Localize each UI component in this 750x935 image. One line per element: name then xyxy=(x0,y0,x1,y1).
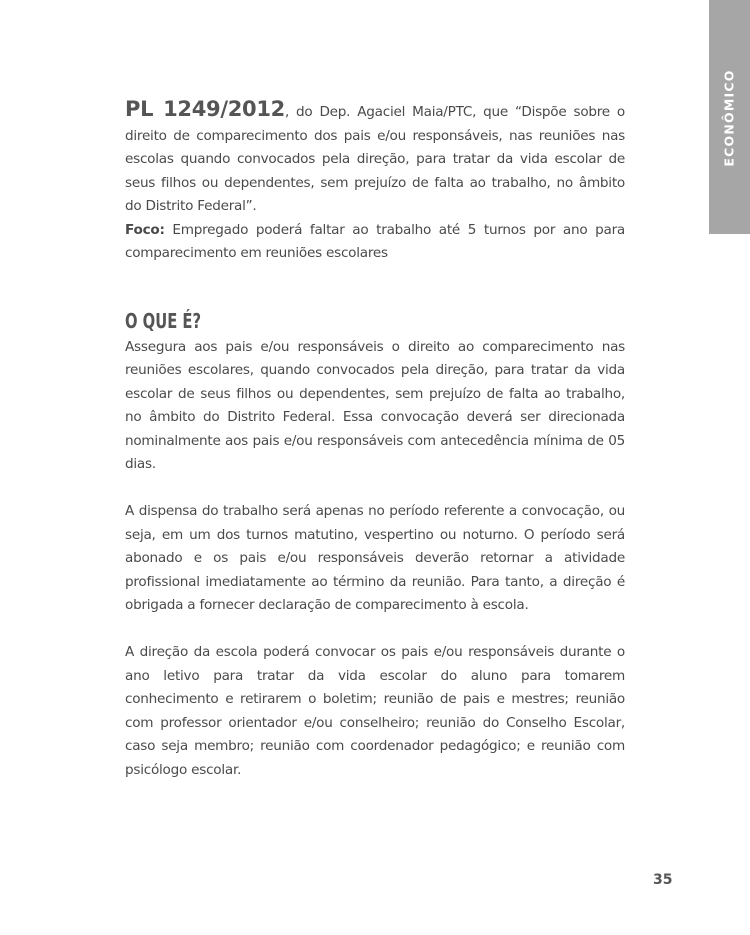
section-title: O QUE É? xyxy=(125,308,202,333)
page-content xyxy=(125,98,625,806)
page-number: 35 xyxy=(653,872,673,888)
body-paragraph-3: A direção da escola poderá convocar os pais e/ou responsáveis durante o ano letivo para tratar da vida escolar do aluno para tomarem conhecimento e retirarem o boletim; reunião de pais e mestres; reunião com professor orientador e/ou conselheiro; reunião do Conselho Escolar, caso seja membro; reunião com coordenador pedagógico; e reunião com psicólogo escolar. xyxy=(125,644,625,778)
bill-description: , do Dep. Agaciel Maia/PTC, que “Dispõe sobre o direito de comparecimento dos pais e/ou responsáveis, nas reuniões nas escolas quando convocados pela direção, para tratar da vida escolar de seus filhos ou dependentes, sem prejuízo de falta ao trabalho, no âmbito do Distrito Federal”. xyxy=(125,104,625,214)
body-paragraph-1: Assegura aos pais e/ou responsáveis o direito ao comparecimento nas reuniões escolares, quando convocados pela direção, para tratar da vida escolar de seus filhos ou dependentes, sem prejuízo de falta ao trabalho, no âmbito do Distrito Federal. Essa convocação deverá ser direcionada nominalmente aos pais e/ou responsáveis com antecedência mínima de 05 dias. xyxy=(125,338,625,472)
focus-label: Foco: xyxy=(125,221,165,238)
section-side-tab xyxy=(709,0,750,234)
focus-text: Empregado poderá faltar ao trabalho até 5 turnos por ano para comparecimento em reuniões escolares xyxy=(125,221,625,261)
bill-number: PL 1249/2012 xyxy=(125,97,285,121)
body-paragraph-2: A dispensa do trabalho será apenas no período referente a convocação, ou seja, em um dos turnos matutino, vespertino ou noturno. O período será abonado e os pais e/ou responsáveis deverão retornar a atividade profissional imediatamente ao término da reunião. Para tanto, a direção é obrigada a fornecer declaração de comparecimento à escola. xyxy=(125,503,625,613)
bill-paragraph xyxy=(125,98,625,266)
section-side-tab-label: ECONÔMICO xyxy=(721,69,737,167)
